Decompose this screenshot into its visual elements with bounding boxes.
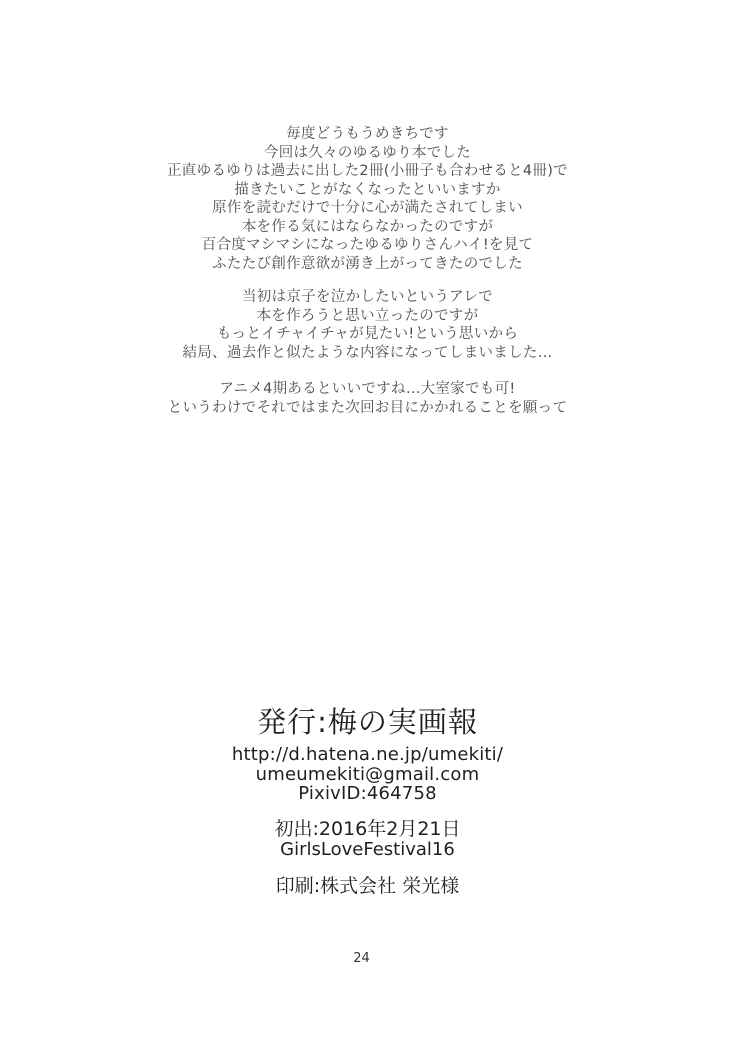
text-line: 当初は京子を泣かしたいというアレで (241, 289, 494, 305)
text-line: 今回は久々のゆるゆり本でした (263, 144, 472, 161)
afterword-paragraph-2 (0, 288, 735, 362)
colophon (0, 705, 735, 897)
text-line: もっとイチャイチャが見たい!という思いから (216, 326, 519, 342)
text-line: ふたたび創作意欲が湧き上がってきたのでした (212, 255, 523, 272)
text-line: 百合度マシマシになったゆるゆりさんハイ!を見て (201, 237, 534, 253)
pixiv-id-line: PixivID:464758 (298, 783, 437, 804)
text-line: アニメ4期あるといいですね…大室家でも可! (219, 381, 516, 397)
text-line: 結局、過去作と似たような内容になってしまいました… (182, 344, 553, 361)
afterword-paragraph-1 (0, 125, 735, 273)
page-number: 24 (353, 951, 370, 966)
publisher-line: 発行:梅の実画報 (257, 705, 478, 739)
email-address: umeumekiti@gmail.com (255, 763, 480, 785)
text-line: というわけでそれではまた次回お目にかかれることを願って (167, 399, 568, 416)
website-url: http://d.hatena.ne.jp/umekiti/ (231, 744, 504, 765)
event-name-line: GirlsLoveFestival16 (280, 838, 455, 860)
text-line: 毎度どうもうめきちです (286, 126, 449, 142)
text-line: 正直ゆるゆりは過去に出した2冊(小冊子も合わせると4冊)で (167, 163, 568, 179)
first-release-line: 初出:2016年2月21日 (274, 817, 461, 840)
text-line: 本を作ろうと思い立ったのですが (256, 307, 479, 324)
text-line: 描きたいことがなくなったといいますか (234, 181, 501, 198)
afterword-paragraph-3 (0, 380, 735, 417)
text-line: 原作を読むだけで十分に心が満たされてしまい (212, 200, 523, 216)
printer-line: 印刷:株式会社 栄光様 (275, 875, 460, 897)
text-line: 本を作る気にはならなかったのですが (241, 218, 494, 235)
